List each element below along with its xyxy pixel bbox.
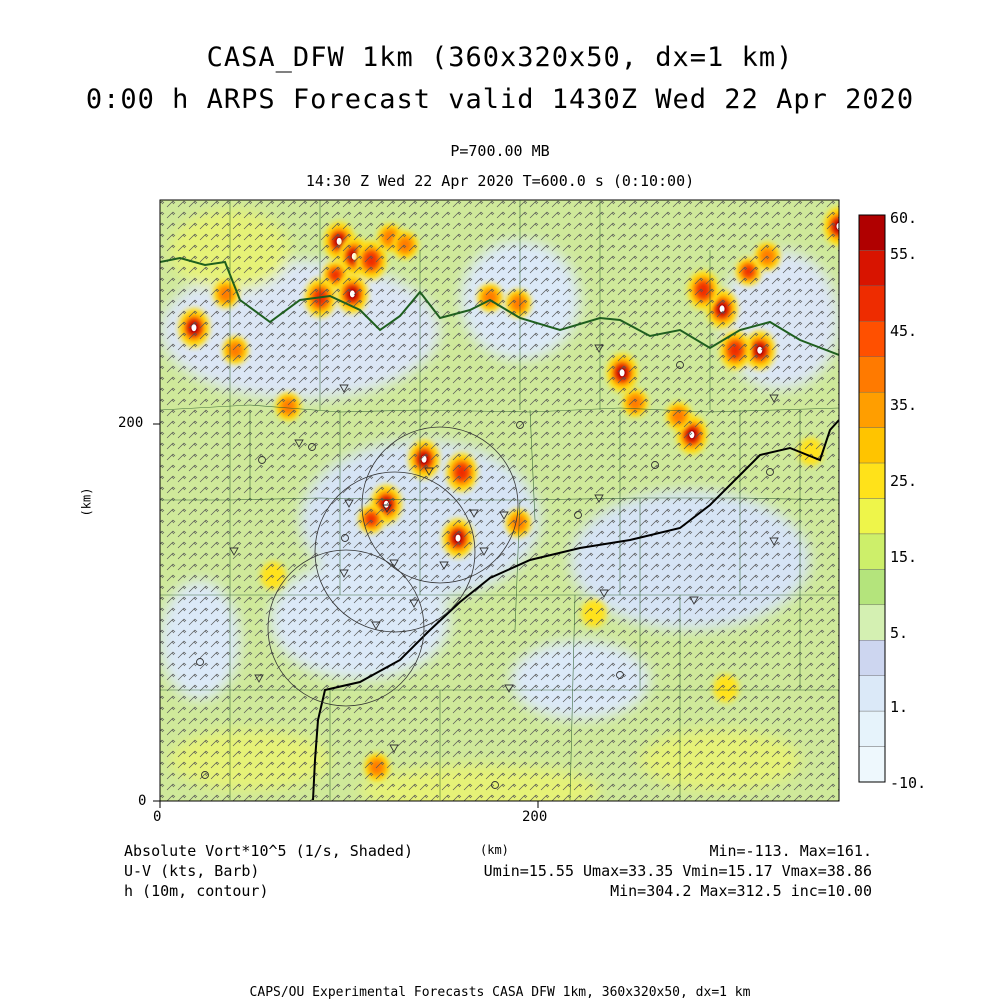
title-line-2: 0:00 h ARPS Forecast valid 1430Z Wed 22 Apr 2020 <box>85 84 915 115</box>
colorbar-swatch <box>859 357 885 392</box>
colorbar-swatch <box>859 392 885 427</box>
valid-time: 14:30 Z Wed 22 Apr 2020 T=600.0 s (0:10:00) <box>305 172 695 190</box>
colorbar-swatch <box>859 499 885 534</box>
wind-stats: Umin=15.55 Umax=33.35 Vmin=15.17 Vmax=38.86 <box>483 862 872 880</box>
colorbar-label: 15. <box>890 548 918 566</box>
colorbar-swatch <box>859 250 885 285</box>
x-axis-label: (km) <box>480 843 509 857</box>
colorbar-label: 25. <box>890 472 918 490</box>
colorbar-swatch <box>859 711 885 746</box>
x-tick-200: 200 <box>522 809 548 825</box>
colorbar-swatch <box>859 463 885 498</box>
field-contour-label: h (10m, contour) <box>124 882 269 900</box>
colorbar-label: -10. <box>890 774 927 792</box>
colorbar-swatch <box>859 215 885 250</box>
colorbar-label: 55. <box>890 245 918 263</box>
credit-line: CAPS/OU Experimental Forecasts CASA DFW 1km, 360x320x50, dx=1 km <box>249 985 751 1000</box>
colorbar-swatch <box>859 676 885 711</box>
y-tick-200: 200 <box>118 415 144 431</box>
colorbar-label: 45. <box>890 322 918 340</box>
y-axis-label: (km) <box>79 487 94 517</box>
colorbar-swatch <box>859 640 885 675</box>
colorbar-swatch <box>859 428 885 463</box>
colorbar-swatch <box>859 321 885 356</box>
height-stats: Min=304.2 Max=312.5 inc=10.00 <box>610 882 872 900</box>
pressure-level: P=700.00 MB <box>450 142 550 160</box>
colorbar-swatch <box>859 747 885 782</box>
colorbar-label: 60. <box>890 209 918 227</box>
colorbar-label: 1. <box>890 698 909 716</box>
colorbar-swatch <box>859 569 885 604</box>
wind-barbs <box>160 200 839 801</box>
plot-area <box>160 200 854 815</box>
colorbar-swatch <box>859 534 885 569</box>
title-line-1: CASA_DFW 1km (360x320x50, dx=1 km) <box>206 42 794 73</box>
x-tick-0: 0 <box>153 809 162 825</box>
colorbar-label: 35. <box>890 396 918 414</box>
colorbar-swatch <box>859 286 885 321</box>
y-tick-0: 0 <box>138 793 147 809</box>
vort-stats: Min=-113. Max=161. <box>709 842 872 860</box>
colorbar <box>859 215 885 782</box>
field-barb-label: U-V (kts, Barb) <box>124 862 260 880</box>
field-shaded-label: Absolute Vort*10^5 (1/s, Shaded) <box>124 842 413 860</box>
colorbar-label: 5. <box>890 624 909 642</box>
colorbar-swatch <box>859 605 885 640</box>
